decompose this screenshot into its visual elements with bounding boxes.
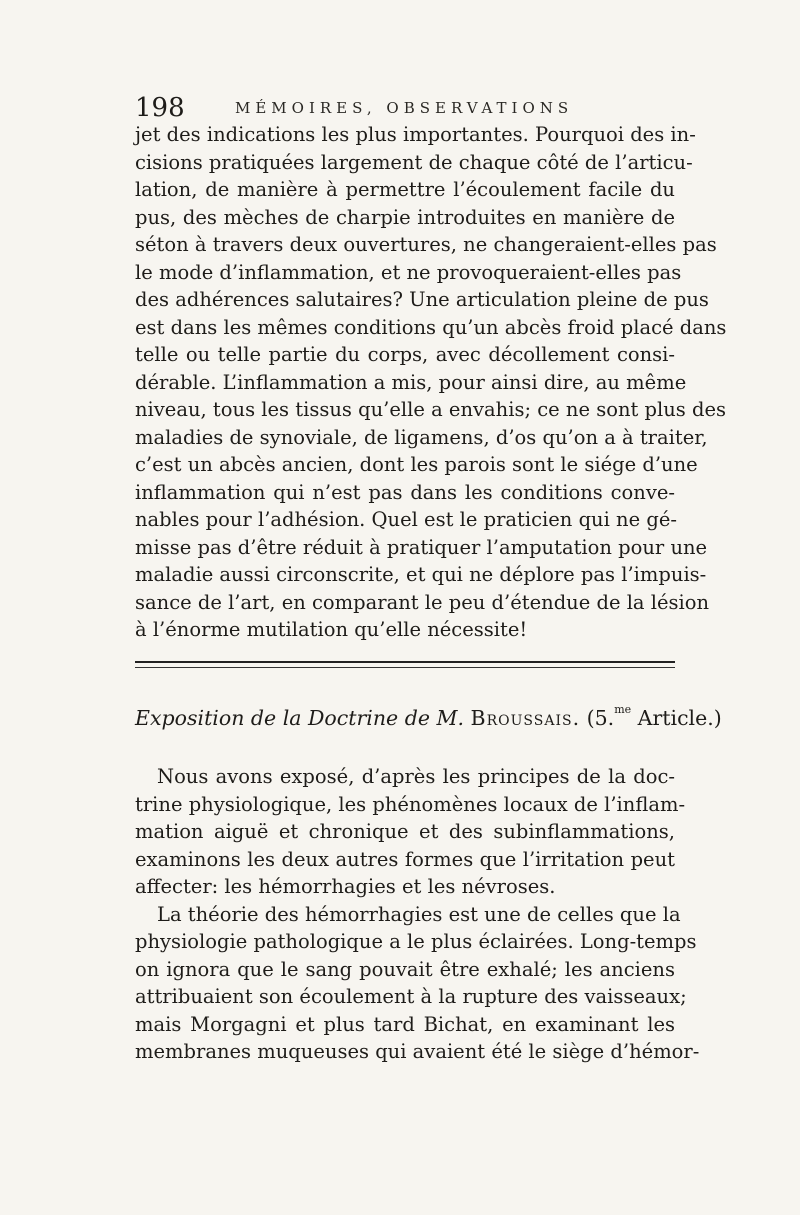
text-line: mation aiguë et chronique et des subinflammations, — [135, 820, 675, 843]
text-line: on ignora que le sang pouvait être exhalé; les anciens — [135, 957, 675, 981]
text-line: séton à travers deux ouvertures, ne changeraient-elles pas — [135, 233, 717, 256]
continued-paragraph — [135, 121, 727, 644]
section-divider-thin — [135, 667, 675, 668]
text-line: affecter: les hémorrhagies et les névroses. — [135, 875, 556, 898]
article-title — [135, 703, 722, 733]
text-line: La théorie des hémorrhagies est une de celles que la — [157, 902, 681, 926]
text-line: à l’énorme mutilation qu’elle nécessite! — [135, 618, 528, 641]
text-line: mais Morgagni et plus tard Bichat, en examinant les — [135, 1012, 675, 1036]
text-line: sance de l’art, en comparant le peu d’étendue de la lésion — [135, 590, 710, 614]
text-line: trine physiologique, les phénomènes locaux de l’inflam- — [135, 792, 686, 816]
running-head: MÉMOIRES, OBSERVATIONS — [235, 99, 574, 117]
text-line: maladie aussi circonscrite, et qui ne déplore pas l’impuis- — [135, 563, 707, 586]
text-line: c’est un abcès ancien, dont les parois sont le siége d’une — [135, 453, 698, 476]
page-number: 198 — [135, 93, 185, 123]
article-part-superscript: me — [614, 703, 632, 716]
article-part-open: (5. — [586, 706, 615, 730]
page-header — [135, 93, 675, 123]
section-divider-thick — [135, 661, 675, 663]
text-line: le mode d’inflammation, et ne provoqueraient-elles pas — [135, 260, 682, 284]
text-line: dérable. L’inflammation a mis, pour ainsi dire, au même — [135, 370, 687, 394]
text-line: jet des indications les plus importantes. Pourquoi des in- — [135, 123, 696, 146]
text-line: pus, des mèches de charpie introduites en manière de — [135, 205, 675, 229]
text-line: maladies de synoviale, de ligamens, d’os qu’on a à traiter, — [135, 425, 708, 449]
text-line: lation, de manière à permettre l’écoulement facile du — [135, 178, 675, 201]
text-line: nables pour l’adhésion. Quel est le praticien qui ne gé- — [135, 508, 677, 531]
article-author: Broussais. — [470, 706, 581, 730]
text-line: misse pas d’être réduit à pratiquer l’amputation pour une — [135, 535, 708, 559]
text-line: telle ou telle partie du corps, avec décollement consi- — [135, 343, 675, 366]
text-line: cisions pratiquées largement de chaque côté de l’articu- — [135, 150, 693, 174]
article-title-text: Exposition de la Doctrine de M. — [135, 706, 464, 730]
text-line: physiologie pathologique a le plus éclairées. Long-temps — [135, 930, 697, 953]
text-line: inflammation qui n’est pas dans les conditions conve- — [135, 480, 675, 504]
text-line: niveau, tous les tissus qu’elle a envahis; ce ne sont plus des — [135, 398, 727, 421]
article-part-close: Article.) — [637, 706, 722, 730]
article-body — [135, 763, 700, 1066]
text-line: est dans les mêmes conditions qu’un abcès froid placé dans — [135, 315, 727, 339]
text-line: examinons les deux autres formes que l’irritation peut — [135, 847, 675, 871]
text-line: Nous avons exposé, d’après les principes de la doc- — [157, 765, 675, 788]
text-line: membranes muqueuses qui avaient été le siège d’hémor- — [135, 1040, 700, 1063]
text-line: des adhérences salutaires? Une articulation pleine de pus — [135, 288, 709, 311]
text-line: attribuaient son écoulement à la rupture des vaisseaux; — [135, 985, 687, 1008]
